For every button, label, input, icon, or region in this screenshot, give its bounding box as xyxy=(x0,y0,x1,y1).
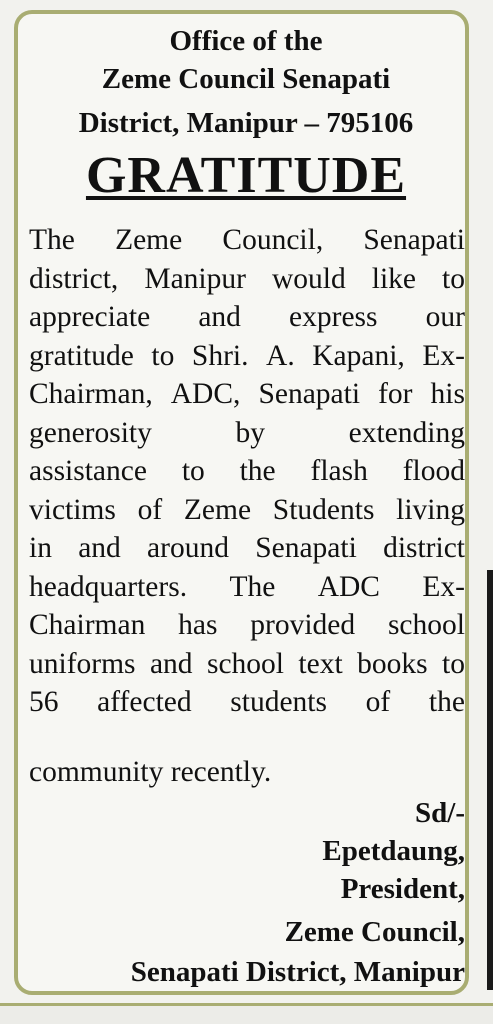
body-word: the xyxy=(239,455,276,487)
body-word: has xyxy=(178,609,218,641)
body-line xyxy=(29,492,465,528)
body-word: victims xyxy=(29,493,116,526)
body-word: Manipur xyxy=(144,262,246,295)
body-word: by xyxy=(235,416,266,449)
body-word: to xyxy=(442,262,465,295)
body-word: uniforms xyxy=(29,647,136,680)
body-word: Shri. xyxy=(191,339,249,372)
body-word: of xyxy=(137,493,163,526)
body-word: The xyxy=(229,570,276,603)
signature-name: Epetdaung, xyxy=(322,835,465,867)
body-word: generosity xyxy=(29,416,152,449)
body-last-line: community recently. xyxy=(29,756,272,788)
body-line xyxy=(29,453,465,489)
notice-title xyxy=(26,146,466,206)
office-heading-line-1: Office of the xyxy=(169,25,323,57)
body-line xyxy=(29,376,465,412)
body-word: flood xyxy=(402,455,465,487)
body-word: books xyxy=(357,647,428,680)
body-word: flash xyxy=(310,455,368,487)
body-word: provided xyxy=(250,609,356,641)
body-line xyxy=(29,261,465,297)
body-word: text xyxy=(298,647,343,680)
body-word: living xyxy=(396,493,465,526)
signature-org: Zeme Council, xyxy=(284,916,465,948)
body-word: 56 xyxy=(29,686,59,718)
body-word: and xyxy=(198,301,241,333)
body-word: The xyxy=(29,224,75,256)
body-line xyxy=(29,299,465,335)
signature-place: Senapati District, Manipur xyxy=(130,956,465,988)
body-line xyxy=(29,222,465,258)
body-word: Kapani, xyxy=(312,339,405,372)
body-word: district xyxy=(383,532,465,564)
body-word: Zeme xyxy=(115,224,183,256)
body-word: gratitude xyxy=(29,339,134,372)
body-word: to xyxy=(181,455,205,487)
body-word: Chairman, xyxy=(29,378,153,410)
body-word: the xyxy=(428,686,465,718)
body-word: like xyxy=(371,262,416,295)
office-heading-line-2: Zeme Council Senapati xyxy=(101,63,391,95)
body-word: around xyxy=(147,532,229,564)
body-line xyxy=(29,569,465,605)
body-line xyxy=(29,530,465,566)
body-word: school xyxy=(206,647,284,680)
body-word: ADC, xyxy=(170,378,241,410)
body-line xyxy=(29,607,465,643)
body-word: for xyxy=(378,378,413,410)
notice-title-text: GRATITUDE xyxy=(85,147,407,204)
body-word: to xyxy=(151,339,175,372)
body-line xyxy=(29,338,465,374)
body-word: headquarters. xyxy=(29,570,188,603)
body-word: of xyxy=(365,686,391,718)
body-word: A. xyxy=(266,339,295,372)
body-word: and xyxy=(149,647,193,680)
body-word: Senapati xyxy=(363,224,465,256)
signature-role: President, xyxy=(340,873,465,905)
body-word: Chairman xyxy=(29,609,146,641)
body-word: our xyxy=(425,301,465,333)
body-word: in xyxy=(29,532,52,564)
page-edge-right xyxy=(487,570,493,990)
page-edge-bottom xyxy=(0,1003,493,1024)
body-word: Ex- xyxy=(422,339,465,372)
body-word: and xyxy=(78,532,121,564)
office-heading-line-3: District, Manipur – 795106 xyxy=(78,107,414,139)
body-word: to xyxy=(442,647,465,680)
body-word: school xyxy=(387,609,465,641)
body-word: extending xyxy=(348,416,465,449)
signature-sd: Sd/- xyxy=(415,797,465,829)
body-word: Zeme xyxy=(183,493,252,526)
body-word: express xyxy=(289,301,378,333)
body-word: ADC xyxy=(317,570,380,603)
body-word: would xyxy=(271,262,346,295)
body-word: his xyxy=(430,378,465,410)
body-word: Ex- xyxy=(422,570,465,603)
body-word: Senapati xyxy=(258,378,361,410)
body-word: appreciate xyxy=(29,301,151,333)
body-word: district, xyxy=(29,262,119,295)
body-word: Council, xyxy=(222,224,324,256)
body-line xyxy=(29,415,465,451)
body-word: affected xyxy=(97,686,192,718)
body-line xyxy=(29,684,465,720)
body-word: assistance xyxy=(29,455,147,487)
body-word: students xyxy=(230,686,327,718)
body-word: Senapati xyxy=(255,532,357,564)
body-word: Students xyxy=(272,493,375,526)
body-line xyxy=(29,646,465,682)
